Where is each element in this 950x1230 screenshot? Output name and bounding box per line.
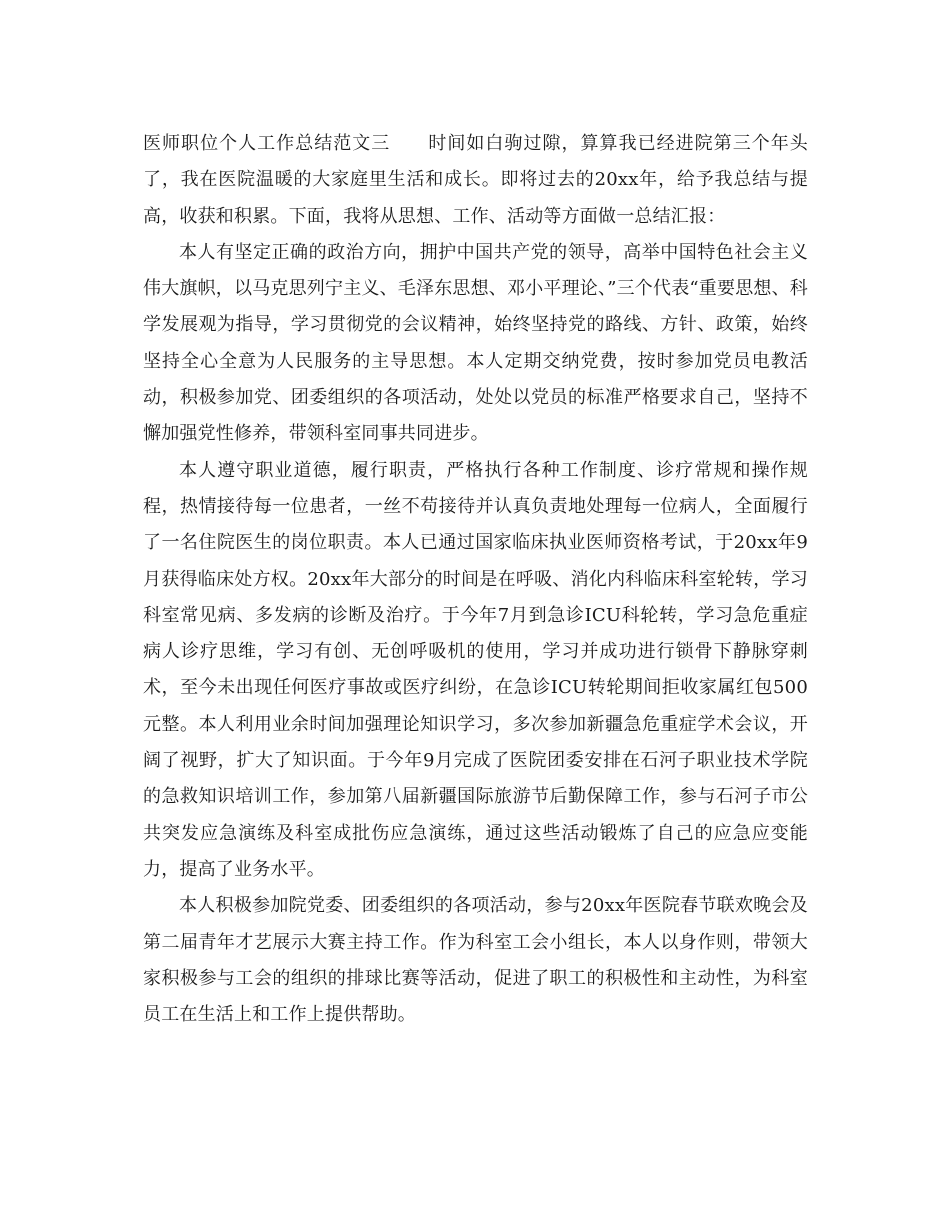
paragraph-political: 本人有坚定正确的政治方向，拥护中国共产党的领导，高举中国特色社会主义伟大旗帜，以马克思列宁主义、毛泽东思想、邓小平理论、”三个代表“重要思想、科学发展观为指导，学习贯彻党的会议精神，始终坚持党的路线、方针、政策，始终坚持全心全意为人民服务的主导思想。本人定期交纳党费，按时参加党员电教活动，积极参加党、团委组织的各项活动，处处以党员的标准严格要求自己，坚持不懈加强党性修养，带领科室同事共同进步。 bbox=[143, 241, 809, 445]
paragraph-activities: 本人积极参加院党委、团委组织的各项活动，参与20xx年医院春节联欢晚会及第二届青年才艺展示大赛主持工作。作为科室工会小组长，本人以身作则，带领大家积极参与工会的组织的排球比赛等活动，促进了职工的积极性和主动性，为科室员工在生活上和工作上提供帮助。 bbox=[143, 895, 808, 1026]
intro-paragraph bbox=[143, 126, 808, 235]
intro-text: 时间如白驹过隙，算算我已经进院第三个年头了，我在医院温暖的大家庭里生活和成长。即将过去的20xx年，给予我总结与提高，收获和积累。下面，我将从思想、工作、活动等方面做一总结汇报： bbox=[143, 133, 808, 227]
document-body bbox=[143, 126, 808, 1033]
paragraph-work: 本人遵守职业道德，履行职责，严格执行各种工作制度、诊疗常规和操作规程，热情接待每一位患者，一丝不苟接待并认真负责地处理每一位病人，全面履行了一名住院医生的岗位职责。本人已通过国家临床执业医师资格考试，于20xx年9月获得临床处方权。20xx年大部分的时间是在呼吸、消化内科临床科室轮转，学习科室常见病、多发病的诊断及治疗。于今年7月到急诊ICU科轮转，学习急危重症病人诊疗思维，学习有创、无创呼吸机的使用，学习并成功进行锁骨下静脉穿刺术，至今未出现任何医疗事故或医疗纠纷，在急诊ICU转轮期间拒收家属红包500元整。本人利用业余时间加强理论知识学习，多次参加新疆急危重症学术会议，开阔了视野，扩大了知识面。于今年9月完成了医院团委安排在石河子职业技术学院的急救知识培训工作，参加第八届新疆国际旅游节后勤保障工作，参与石河子市公共突发应急演练及科室成批伤应急演练，通过这些活动锻炼了自己的应急应变能力，提高了业务水平。 bbox=[143, 459, 808, 880]
document-title: 医师职位个人工作总结范文三 bbox=[143, 133, 391, 154]
